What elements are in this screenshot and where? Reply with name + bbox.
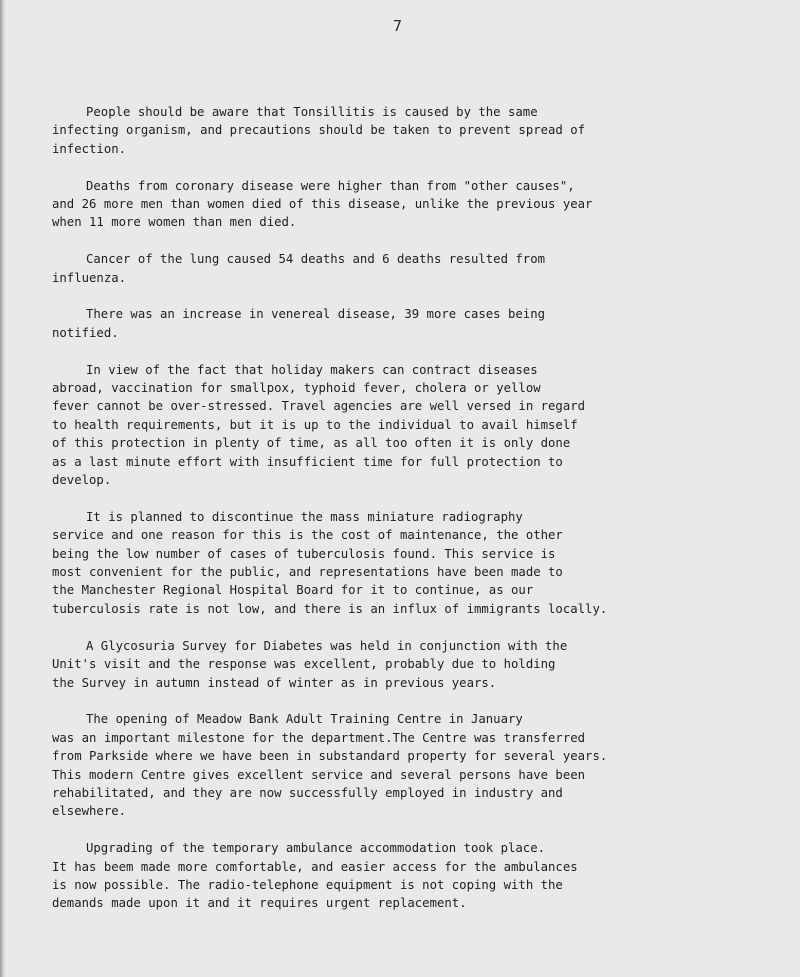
page-edge-shadow <box>0 0 6 977</box>
paragraph-training-centre: The opening of Meadow Bank Adult Training Centre in January was an important milestone for the department.The Centre was transferred from Parkside where we have been in substandard property for several years. This modern Centre gives excellent service and several persons have been rehabilitated, and they are now successfully employed in industry and elsewhere. <box>52 712 608 819</box>
paragraph-lung-cancer: Cancer of the lung caused 54 deaths and 6 deaths resulted from influenza. <box>52 252 546 285</box>
paragraph-venereal-disease: There was an increase in venereal disease, 39 more cases being notified. <box>52 307 546 340</box>
body-text <box>52 103 792 931</box>
paragraph-coronary-disease: Deaths from coronary disease were higher than from "other causes", and 26 more men than women died of this disease, unlike the previous year when 11 more women than men died. <box>52 178 593 230</box>
page-number: 7 <box>393 17 403 35</box>
paragraph-radiography: It is planned to discontinue the mass miniature radiography service and one reason for this is the cost of maintenance, the other being the low number of cases of tuberculosis found. This service is most convenient for the public, and representations have been made to the Manchester Regional Hospital Board for it to continue, as our tuberculosis rate is not low, and there is an influx of immigrants locally. <box>52 509 608 616</box>
paragraph-vaccination: In view of the fact that holiday makers can contract diseases abroad, vaccination for smallpox, typhoid fever, cholera or yellow fever cannot be over-stressed. Travel agencies are well versed in regard to health requirements, but it is up to the individual to avail himself of this protection in plenty of time, as all too often it is only done as a last minute effort with insufficient time for full protection to develop. <box>52 362 586 488</box>
paragraph-glycosuria-survey: A Glycosuria Survey for Diabetes was held in conjunction with the Unit's visit and the response was excellent, probably due to holding the Survey in autumn instead of winter as in previous years. <box>52 638 568 690</box>
paragraph-tonsillitis: People should be aware that Tonsillitis is caused by the same infecting organism, and precautions should be taken to prevent spread of infection. <box>52 105 586 156</box>
paragraph-ambulance: Upgrading of the temporary ambulance accommodation took place. It has beem made more comfortable, and easier access for the ambulances is now possible. The radio-telephone equipment is not coping with the demands made upon it and it requires urgent replacement. <box>52 841 578 911</box>
